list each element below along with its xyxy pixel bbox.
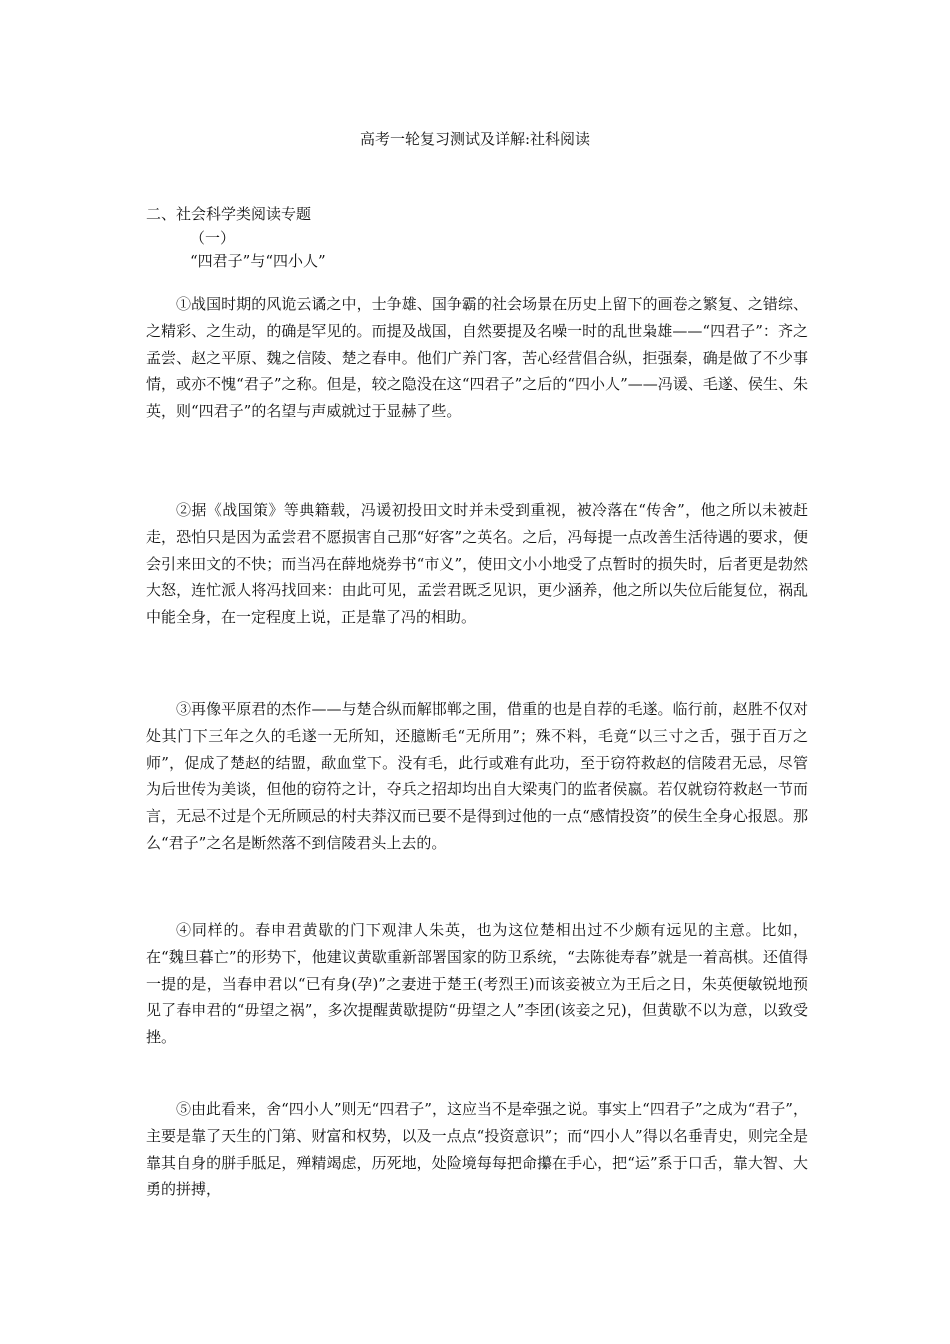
paragraph-5: ⑤由此看来，舍“四小人”则无“四君子”，这应当不是牵强之说。事实上“四君子”之成为“君子”，主要是靠了天生的门第、财富和权势，以及一点点“投资意识”；而“四小人”得以名垂青史，则完全是靠其自身的胼手胝足，殚精竭虑，历死地，处险境每每把命攥在手心，把“运”系于口舌，靠大智、大勇的拼搏，	[146, 1100, 808, 1199]
paragraph-2: ②据《战国策》等典籍载，冯谖初投田文时并未受到重视，被冷落在“传舍”，他之所以未被赶走，恐怕只是因为孟尝君不愿损害自己那“好客”之英名。之后，冯每提一点改善生活待遇的要求，便会引来田文的不快；而当冯在薛地烧券书“市义”，使田文小小地受了点暂时的损失时，后者更是勃然大怒，连忙派人将冯找回来：由此可见，孟尝君既乏见识，更少涵养，他之所以失位后能复位，祸乱中能全身，在一定程度上说，正是靠了冯的相助。	[146, 501, 808, 627]
paragraph-1: ①战国时期的风诡云谲之中，士争雄、国争霸的社会场景在历史上留下的画卷之繁复、之错综、之精彩、之生动，的确是罕见的。而提及战国，自然要提及名噪一时的乱世枭雄——“四君子”：齐之孟尝、赵之平原、魏之信陵、楚之春申。他们广养门客，苦心经营倡合纵，拒强秦，确是做了不少事情，或亦不愧“君子”之称。但是，较之隐没在这“四君子”之后的“四小人”——冯谖、毛遂、侯生、朱英，则“四君子”的名望与声威就过于显赫了些。	[146, 295, 808, 421]
document-title: 高考一轮复习测试及详解:社科阅读	[359, 130, 591, 148]
paragraph-3: ③再像平原君的杰作——与楚合纵而解邯郸之围，借重的也是自荐的毛遂。临行前，赵胜不仅对处其门下三年之久的毛遂一无所知，还臆断毛“无所用”；殊不料，毛竟“以三寸之舌，强于百万之师”，促成了楚赵的结盟，歃血堂下。没有毛，此行或难有此功，至于窃符救赵的信陵君无忌，尽管为后世传为美谈，但他的窃符之计，夺兵之招却均出自大梁夷门的监者侯嬴。若仅就窃符救赵一节而言，无忌不过是个无所顾忌的村夫莽汉而已要不是得到过他的一点“感情投资”的侯生全身心报恩。那么“君子”之名是断然落不到信陵君头上去的。	[146, 700, 808, 852]
section-heading: 二、社会科学类阅读专题	[146, 205, 312, 223]
article-title: “四君子”与“四小人”	[190, 252, 326, 270]
subsection-number: （一）	[190, 229, 236, 247]
paragraph-4: ④同样的。春申君黄歇的门下观津人朱英，也为这位楚相出过不少颇有远见的主意。比如，在“魏旦暮亡”的形势下，他建议黄歇重新部署国家的防卫系统，“去陈徙寿春”就是一着高棋。还值得一提的是，当春申君以“已有身(孕)”之妻进于楚王(考烈王)而该妾被立为王后之日，朱英便敏锐地预见了春申君的“毋望之祸”，多次提醒黄歇提防“毋望之人”李团(该妾之兄)，但黄歇不以为意，以致受挫。	[146, 921, 808, 1047]
